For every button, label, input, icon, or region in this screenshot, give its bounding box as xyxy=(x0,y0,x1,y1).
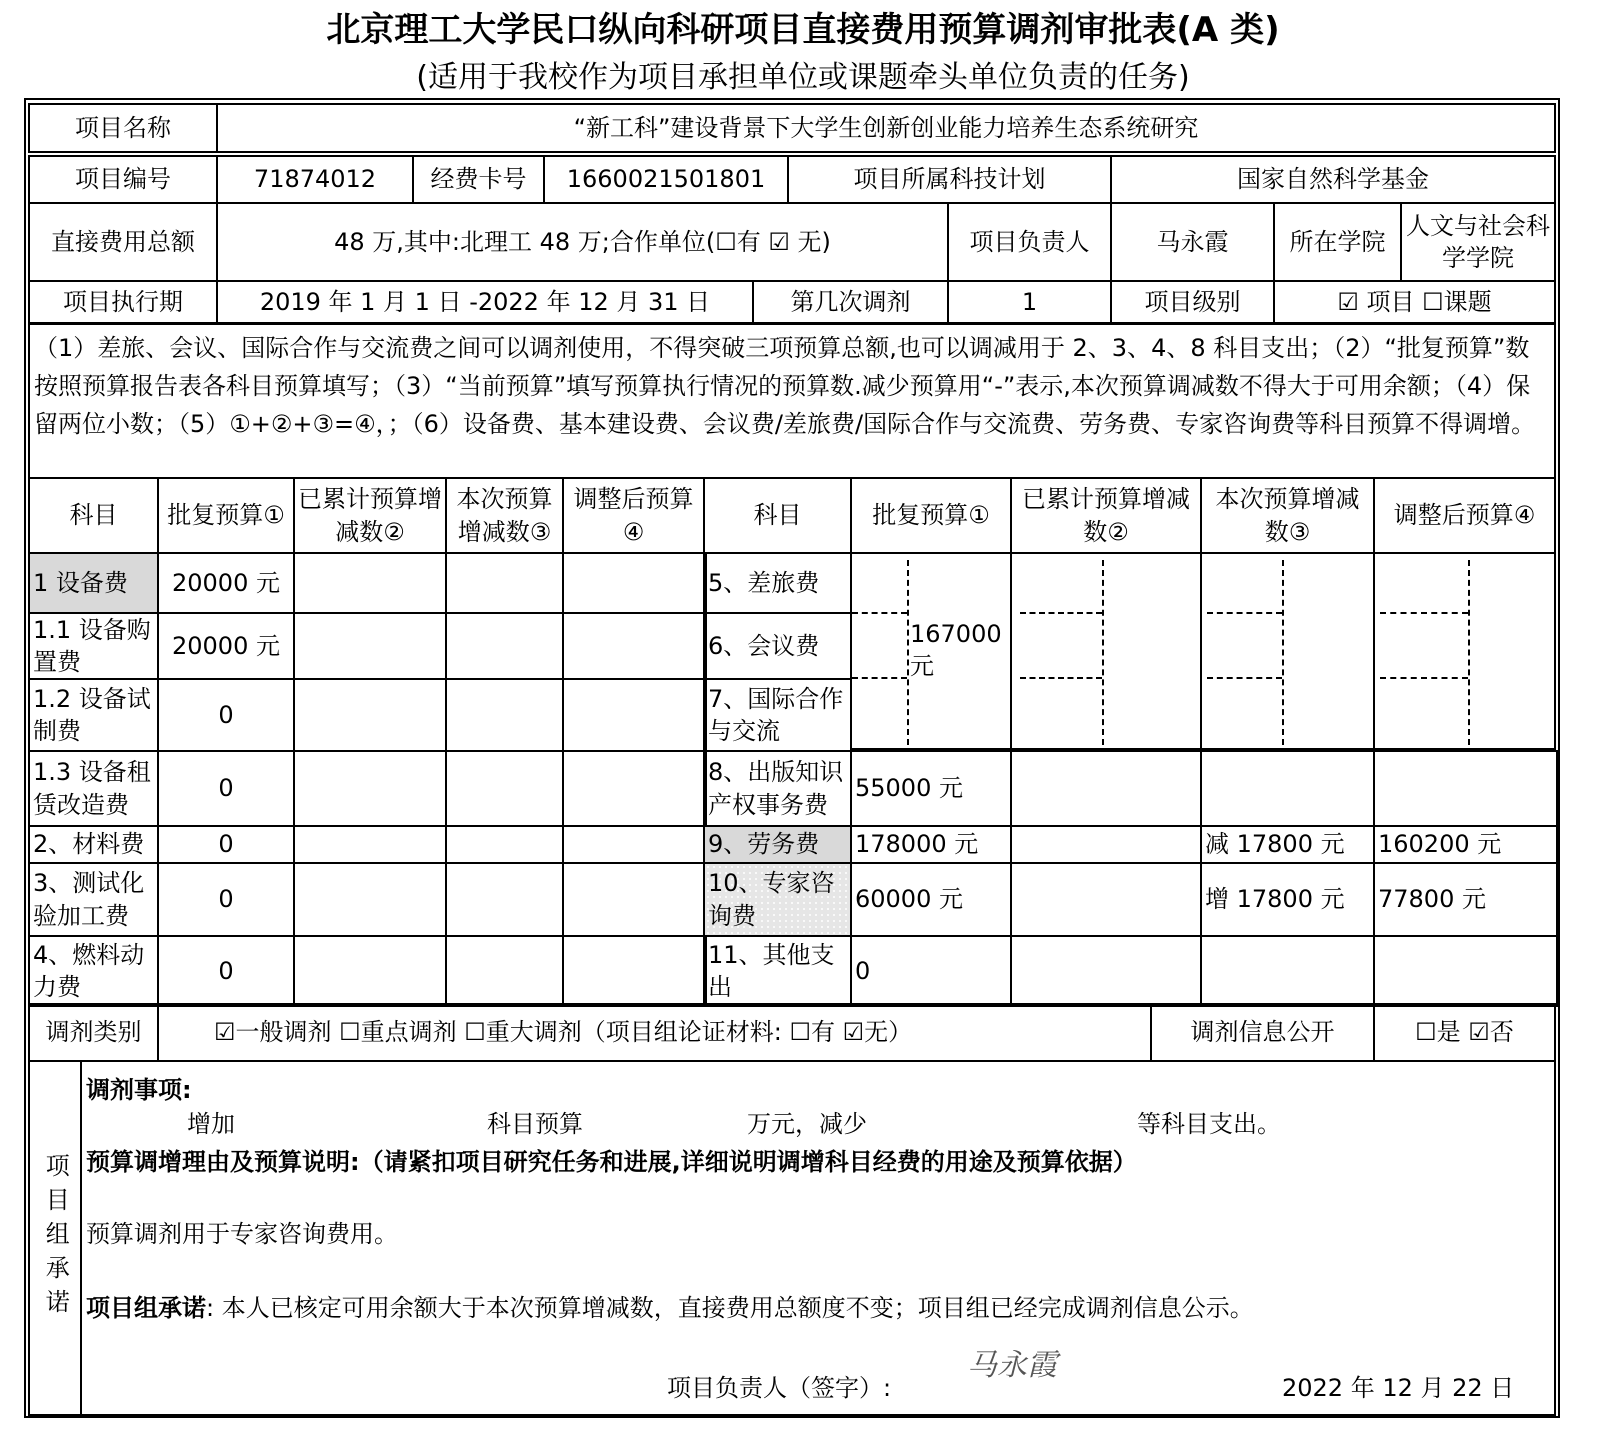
round-value: 1 xyxy=(947,280,1112,324)
left-row-subject-cell: 2、材料费 xyxy=(28,825,159,864)
promise-text: : 本人已核定可用余额大于本次预算增减数，直接费用总额度不变；项目组已经完成调剂信息公示。 xyxy=(206,1294,1254,1322)
travel-meeting-intl-approved-value: 167000 元 xyxy=(910,620,1002,680)
left-row-adj-cell xyxy=(562,612,707,680)
matters-label: 调剂事项: xyxy=(86,1076,192,1104)
plan-label: 项目所属科技计划 xyxy=(787,155,1112,204)
right-row-cur-cell xyxy=(1200,750,1375,827)
public-label: 调剂信息公开 xyxy=(1150,1003,1375,1062)
right-row-subject-cell: 9、劳务费 xyxy=(703,825,852,864)
right-row-approved-cell: 55000 元 xyxy=(850,750,1012,827)
left-row-subject-cell: 1.2 设备试制费 xyxy=(28,678,159,752)
left-row-approved-cell: 20000 元 xyxy=(157,552,295,614)
left-row-adj-cell xyxy=(562,678,707,752)
project-name-label: 项目名称 xyxy=(28,103,218,153)
left-row-approved-cell: 0 xyxy=(157,862,295,937)
level-value[interactable]: ☑ 项目 ☐课题 xyxy=(1273,280,1556,324)
left-row-adj-cell xyxy=(562,935,707,1007)
left-row-adj-cell xyxy=(562,552,707,614)
left-row-subject-cell: 4、燃料动力费 xyxy=(28,935,159,1007)
right-row-cur-cell: 减 17800 元 xyxy=(1200,825,1375,864)
school-label: 所在学院 xyxy=(1273,202,1402,282)
left-row-adj-cell xyxy=(562,750,707,827)
header-approved-left: 批复预算① xyxy=(157,477,295,554)
dashed-divider xyxy=(1380,677,1468,679)
right-row-adj-cell: 160200 元 xyxy=(1373,825,1558,864)
right-row-approved-cell: 178000 元 xyxy=(850,825,1012,864)
dashed-divider xyxy=(1282,560,1284,745)
matters-subject: 科目预算 xyxy=(487,1110,583,1138)
left-row-cum-cell xyxy=(293,750,447,827)
left-row-adj-cell xyxy=(562,825,707,864)
header-cumulative-right: 已累计预算增减数② xyxy=(1010,477,1202,554)
left-row-subject-cell: 1 设备费 xyxy=(28,552,159,614)
header-subject-left: 科目 xyxy=(28,477,159,554)
header-adjusted-right: 调整后预算④ xyxy=(1373,477,1556,554)
reason-label: 预算调增理由及预算说明:（请紧扣项目研究任务和进展,详细说明调增科目经费的用途及预算依据） xyxy=(86,1148,1137,1176)
right-row-cum-cell xyxy=(1010,935,1202,1007)
public-options[interactable]: ☐是 ☑否 xyxy=(1373,1003,1556,1062)
left-row-subject-cell: 1.1 设备购置费 xyxy=(28,612,159,680)
left-row-cur-cell xyxy=(445,862,564,937)
header-adjusted-left: 调整后预算④ xyxy=(562,477,705,554)
right-row-subject-cell: 6、会议费 xyxy=(703,612,852,680)
matters-decrease: 万元，减少 xyxy=(747,1110,867,1138)
right-row-subject-cell: 8、出版知识产权事务费 xyxy=(703,750,852,827)
dashed-divider xyxy=(852,677,907,679)
period-label: 项目执行期 xyxy=(28,280,218,324)
matters-increase: 增加 xyxy=(187,1110,235,1138)
left-row-cur-cell xyxy=(445,612,564,680)
leader-label: 项目负责人 xyxy=(947,202,1112,282)
dashed-divider xyxy=(907,560,909,745)
dashed-divider xyxy=(1380,612,1468,614)
header-subject-right: 科目 xyxy=(703,477,852,554)
commit-section xyxy=(80,1060,1556,1416)
matters-end: 等科目支出。 xyxy=(1137,1110,1281,1138)
right-row-cum-cell xyxy=(1010,862,1202,937)
header-approved-right: 批复预算① xyxy=(850,477,1012,554)
left-row-cum-cell xyxy=(293,825,447,864)
left-row-approved-cell: 0 xyxy=(157,825,295,864)
school-value: 人文与社会科学学院 xyxy=(1400,202,1556,282)
project-code-label: 项目编号 xyxy=(28,155,218,204)
total-label: 直接费用总额 xyxy=(28,202,218,282)
card-value: 1660021501801 xyxy=(543,155,789,204)
right-row-approved-cell: 60000 元 xyxy=(850,862,1012,937)
left-row-cum-cell xyxy=(293,552,447,614)
left-row-cur-cell xyxy=(445,825,564,864)
left-row-adj-cell xyxy=(562,862,707,937)
dashed-divider xyxy=(1468,560,1470,745)
promise-label: 项目组承诺 xyxy=(86,1294,206,1322)
adjust-type-label: 调剂类别 xyxy=(28,1003,159,1062)
project-name-value: “新工科”建设背景下大学生创新创业能力培养生态系统研究 xyxy=(216,103,1556,153)
commit-side-label: 项目组承诺 xyxy=(28,1060,82,1416)
left-row-cum-cell xyxy=(293,862,447,937)
right-row-adj-cell xyxy=(1373,750,1558,827)
sign-label: 项目负责人（签字）: xyxy=(667,1374,892,1402)
total-value: 48 万,其中:北理工 48 万;合作单位(☐有 ☑ 无) xyxy=(216,202,949,282)
right-row-subject-cell: 5、差旅费 xyxy=(703,552,852,614)
header-current-left: 本次预算增减数③ xyxy=(445,477,564,554)
dashed-divider xyxy=(1207,612,1282,614)
left-row-cur-cell xyxy=(445,750,564,827)
project-code-value: 71874012 xyxy=(216,155,414,204)
dashed-divider xyxy=(1020,612,1102,614)
left-row-cum-cell xyxy=(293,935,447,1007)
dashed-divider xyxy=(1207,677,1282,679)
level-label: 项目级别 xyxy=(1110,280,1275,324)
left-row-approved-cell: 20000 元 xyxy=(157,612,295,680)
left-row-approved-cell: 0 xyxy=(157,678,295,752)
right-row-cum-cell xyxy=(1010,750,1202,827)
right-row-adj-cell: 77800 元 xyxy=(1373,862,1558,937)
left-row-cur-cell xyxy=(445,678,564,752)
round-label: 第几次调剂 xyxy=(752,280,949,324)
right-row-adj-cell xyxy=(1373,935,1558,1007)
right-row-subject-cell: 7、国际合作与交流 xyxy=(703,678,852,752)
adjust-type-options[interactable]: ☑一般调剂 ☐重点调剂 ☐重大调剂（项目组论证材料: ☐有 ☑无） xyxy=(157,1003,1152,1062)
period-value: 2019 年 1 月 1 日 -2022 年 12 月 31 日 xyxy=(216,280,754,324)
right-row-cum-cell xyxy=(1010,825,1202,864)
right-row-cur-cell: 增 17800 元 xyxy=(1200,862,1375,937)
sign-date: 2022 年 12 月 22 日 xyxy=(1282,1374,1515,1402)
right-row-subject-cell: 11、其他支出 xyxy=(703,935,852,1007)
signature: 马永霞 xyxy=(967,1348,1057,1383)
form-subtitle: (适用于我校作为项目承担单位或课题牵头单位负责的任务) xyxy=(416,60,1190,95)
left-row-cum-cell xyxy=(293,678,447,752)
header-current-right: 本次预算增减数③ xyxy=(1200,477,1375,554)
instructions-notes: （1）差旅、会议、国际合作与交流费之间可以调剂使用，不得突破三项预算总额,也可以调减用于 2、3、4、8 科目支出；（2）“批复预算”数按照预算报告表各科目预算填写；（3）“当前预算”填写预算执行情况的预算数.减少预算用“-”表示,本次预算调减数不得大于可用余额；（4）保留两位小数；（5）①+②+③=④，；（6）设备费、基本建设费、会议费/差旅费/国际合作与交流费、劳务费、专家咨询费等科目预算不得调增。 xyxy=(28,323,1556,479)
left-row-cum-cell xyxy=(293,612,447,680)
right-row-approved-cell: 0 xyxy=(850,935,1012,1007)
travel-meeting-intl-current-cell xyxy=(1200,552,1375,750)
left-row-cur-cell xyxy=(445,552,564,614)
left-row-approved-cell: 0 xyxy=(157,750,295,827)
dashed-divider xyxy=(1102,560,1104,745)
travel-meeting-intl-cumulative-cell xyxy=(1010,552,1202,750)
left-row-cur-cell xyxy=(445,935,564,1007)
right-row-subject-cell: 10、专家咨询费 xyxy=(703,862,852,937)
dashed-divider xyxy=(852,612,907,614)
left-row-subject-cell: 3、测试化验加工费 xyxy=(28,862,159,937)
travel-meeting-intl-adjusted-cell xyxy=(1373,552,1556,750)
header-cumulative-left: 已累计预算增减数② xyxy=(293,477,447,554)
plan-value: 国家自然科学基金 xyxy=(1110,155,1556,204)
dashed-divider xyxy=(1020,677,1102,679)
leader-value: 马永霞 xyxy=(1110,202,1275,282)
left-row-approved-cell: 0 xyxy=(157,935,295,1007)
right-row-cur-cell xyxy=(1200,935,1375,1007)
reason-text: 预算调剂用于专家咨询费用。 xyxy=(86,1220,398,1248)
form-title: 北京理工大学民口纵向科研项目直接费用预算调剂审批表(A 类) xyxy=(326,10,1280,50)
card-label: 经费卡号 xyxy=(412,155,545,204)
left-row-subject-cell: 1.3 设备租赁改造费 xyxy=(28,750,159,827)
